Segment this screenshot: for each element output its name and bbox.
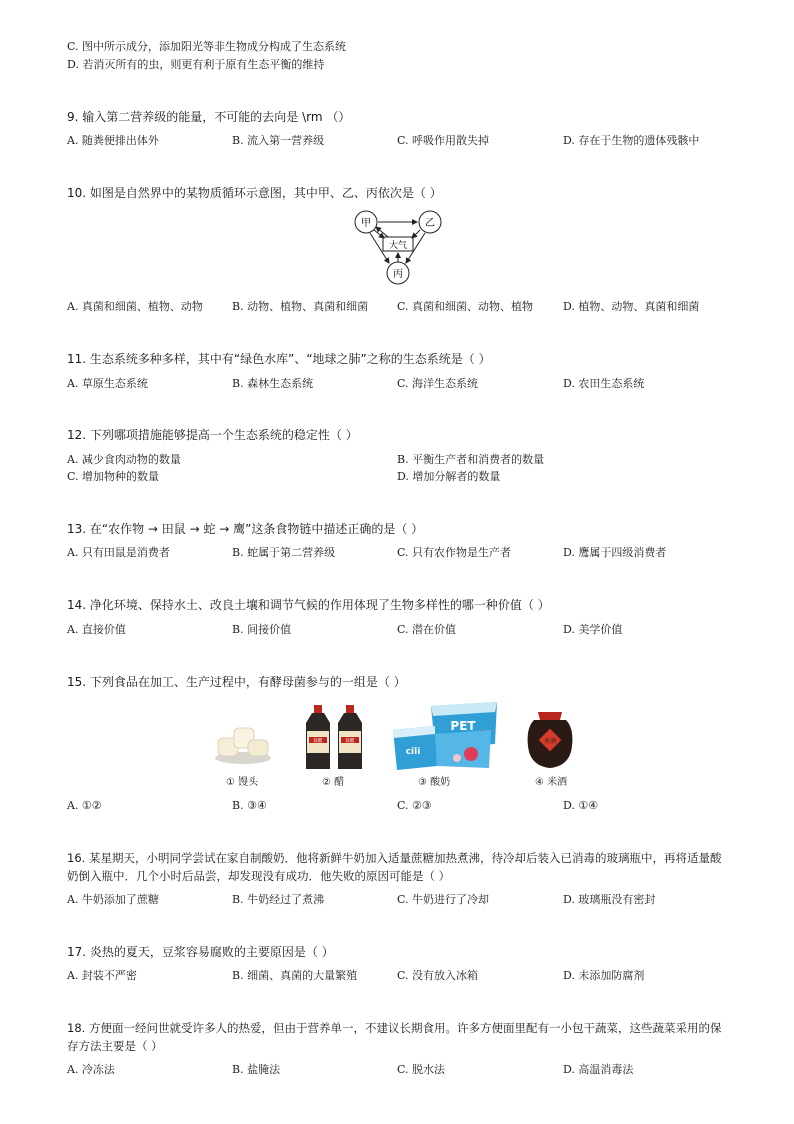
vinegar-label-left: 陈醋 [313,739,323,744]
node-yi-label: 乙 [425,218,435,229]
q18-option-a: A. 冷冻法 [67,1063,115,1076]
q17-option-c: C. 没有放入冰箱 [397,969,479,982]
q11-option-c: C. 海洋生态系统 [397,377,479,390]
q10-option-a: A. 真菌和细菌、植物、动物 [67,300,203,313]
q17-option-b: B. 细菌、真菌的大量繁殖 [232,969,358,982]
yogurt-cups-image [391,700,503,772]
q12-option-c: C. 增加物种的数量 [67,470,160,483]
question-12: 12. 下列哪项措施能够提高一个生态系统的稳定性（ ） [67,428,358,442]
steamed-bun-image [212,718,274,768]
prev-option-d: D. 若消灭所有的虫，则更有利于原有生态平衡的维持 [67,58,325,71]
q13-option-c: C. 只有农作物是生产者 [397,546,512,559]
yogurt-brand-text: PET [450,719,476,733]
caption-yogurt: ③ 酸奶 [418,777,451,788]
q9-option-a: A. 随粪便排出体外 [67,134,159,147]
question-9: 9. 输入第二营养级的能量，不可能的去向是 \rm （） [67,110,351,124]
q14-option-c: C. 潜在价值 [397,623,457,636]
question-18-line1: 18. 方便面一经问世就受许多人的热爱，但由于营养单一，不建议长期食用。许多方便面里配有一小包干蔬菜，这些蔬菜采用的保 [67,1021,722,1035]
question-10: 10. 如图是自然界中的某物质循环示意图，其中甲、乙、丙依次是（ ） [67,186,442,200]
q11-option-b: B. 森林生态系统 [232,377,314,390]
q18-option-d: D. 高温消毒法 [563,1063,634,1076]
vinegar-bottles-image [306,703,366,771]
q12-option-b: B. 平衡生产者和消费者的数量 [397,453,545,466]
caption-rice-wine: ④ 米酒 [535,777,568,788]
q16-option-b: B. 牛奶经过了煮沸 [232,893,325,906]
q10-option-b: B. 动物、植物、真菌和细菌 [232,300,369,313]
q11-option-d: D. 农田生态系统 [563,377,645,390]
q16-option-c: C. 牛奶进行了冷却 [397,893,490,906]
caption-vinegar: ② 醋 [322,777,345,788]
question-11: 11. 生态系统多种多样，其中有“绿色水库”、“地球之肺”之称的生态系统是（ ） [67,352,491,366]
q11-option-a: A. 草原生态系统 [67,377,148,390]
q13-option-b: B. 蛇属于第二营养级 [232,546,336,559]
question-16-line2: 奶倒入瓶中．几个小时后品尝，却发现没有成功．他失败的原因可能是（ ） [67,869,451,883]
q14-option-d: D. 美学价值 [563,623,623,636]
question-15: 15. 下列食品在加工、生产过程中，有酵母菌参与的一组是（ ） [67,675,406,689]
q9-option-b: B. 流入第一营养级 [232,134,325,147]
q10-option-d: D. 植物、动物、真菌和细菌 [563,300,700,313]
arrow-air-jia [376,227,388,237]
node-jia-label: 甲 [361,218,371,229]
q18-option-c: C. 脱水法 [397,1063,446,1076]
caption-mantou: ① 馒头 [226,777,259,788]
vinegar-label-right: 陈醋 [345,739,355,744]
prev-option-c: C. 图中所示成分，添加阳光等非生物成分构成了生态系统 [67,40,347,53]
question-17: 17. 炎热的夏天，豆浆容易腐败的主要原因是（ ） [67,945,334,959]
arrow-yi-air [412,230,420,238]
q15-option-d: D. ①④ [563,799,599,812]
q9-option-c: C. 呼吸作用散失掉 [397,134,490,147]
rice-wine-jar-image [524,708,576,770]
yogurt-cup-text: cili [405,747,421,757]
q16-option-d: D. 玻璃瓶没有密封 [563,893,656,906]
q17-option-a: A. 封装不严密 [67,969,137,982]
question-13: 13. 在“农作物 → 田鼠 → 蛇 → 鹰”这条食物链中描述正确的是（ ） [67,522,424,536]
question-18-line2: 存方法主要是（ ） [67,1039,163,1053]
q13-option-d: D. 鹰属于四级消费者 [563,546,667,559]
q12-option-d: D. 增加分解者的数量 [397,470,501,483]
q13-option-a: A. 只有田鼠是消费者 [67,546,170,559]
wine-label-text: 米酒 [543,738,557,745]
arrow-jia-air [374,230,384,238]
q15-option-b: B. ③④ [232,799,267,812]
q10-option-c: C. 真菌和细菌、动物、植物 [397,300,534,313]
node-bing-label: 丙 [393,269,403,280]
center-label: 大气 [388,241,408,251]
cycle-diagram [340,207,455,287]
q15-option-a: A. ①② [67,799,102,812]
question-16-line1: 16. 某星期天，小明同学尝试在家自制酸奶．他将新鲜牛奶加入适量蔗糖加热煮沸，待冷却后装入已消毒的玻璃瓶中，再将适量酸 [67,851,722,865]
q15-option-c: C. ②③ [397,799,432,812]
q14-option-a: A. 直接价值 [67,623,126,636]
q17-option-d: D. 未添加防腐剂 [563,969,645,982]
question-14: 14. 净化环境、保持水土、改良土壤和调节气候的作用体现了生物多样性的哪一种价值（ ） [67,598,550,612]
q9-option-d: D. 存在于生物的遗体残骸中 [563,134,700,147]
q12-option-a: A. 减少食肉动物的数量 [67,453,181,466]
q16-option-a: A. 牛奶添加了蔗糖 [67,893,159,906]
q18-option-b: B. 盐腌法 [232,1063,281,1076]
q14-option-b: B. 间接价值 [232,623,292,636]
